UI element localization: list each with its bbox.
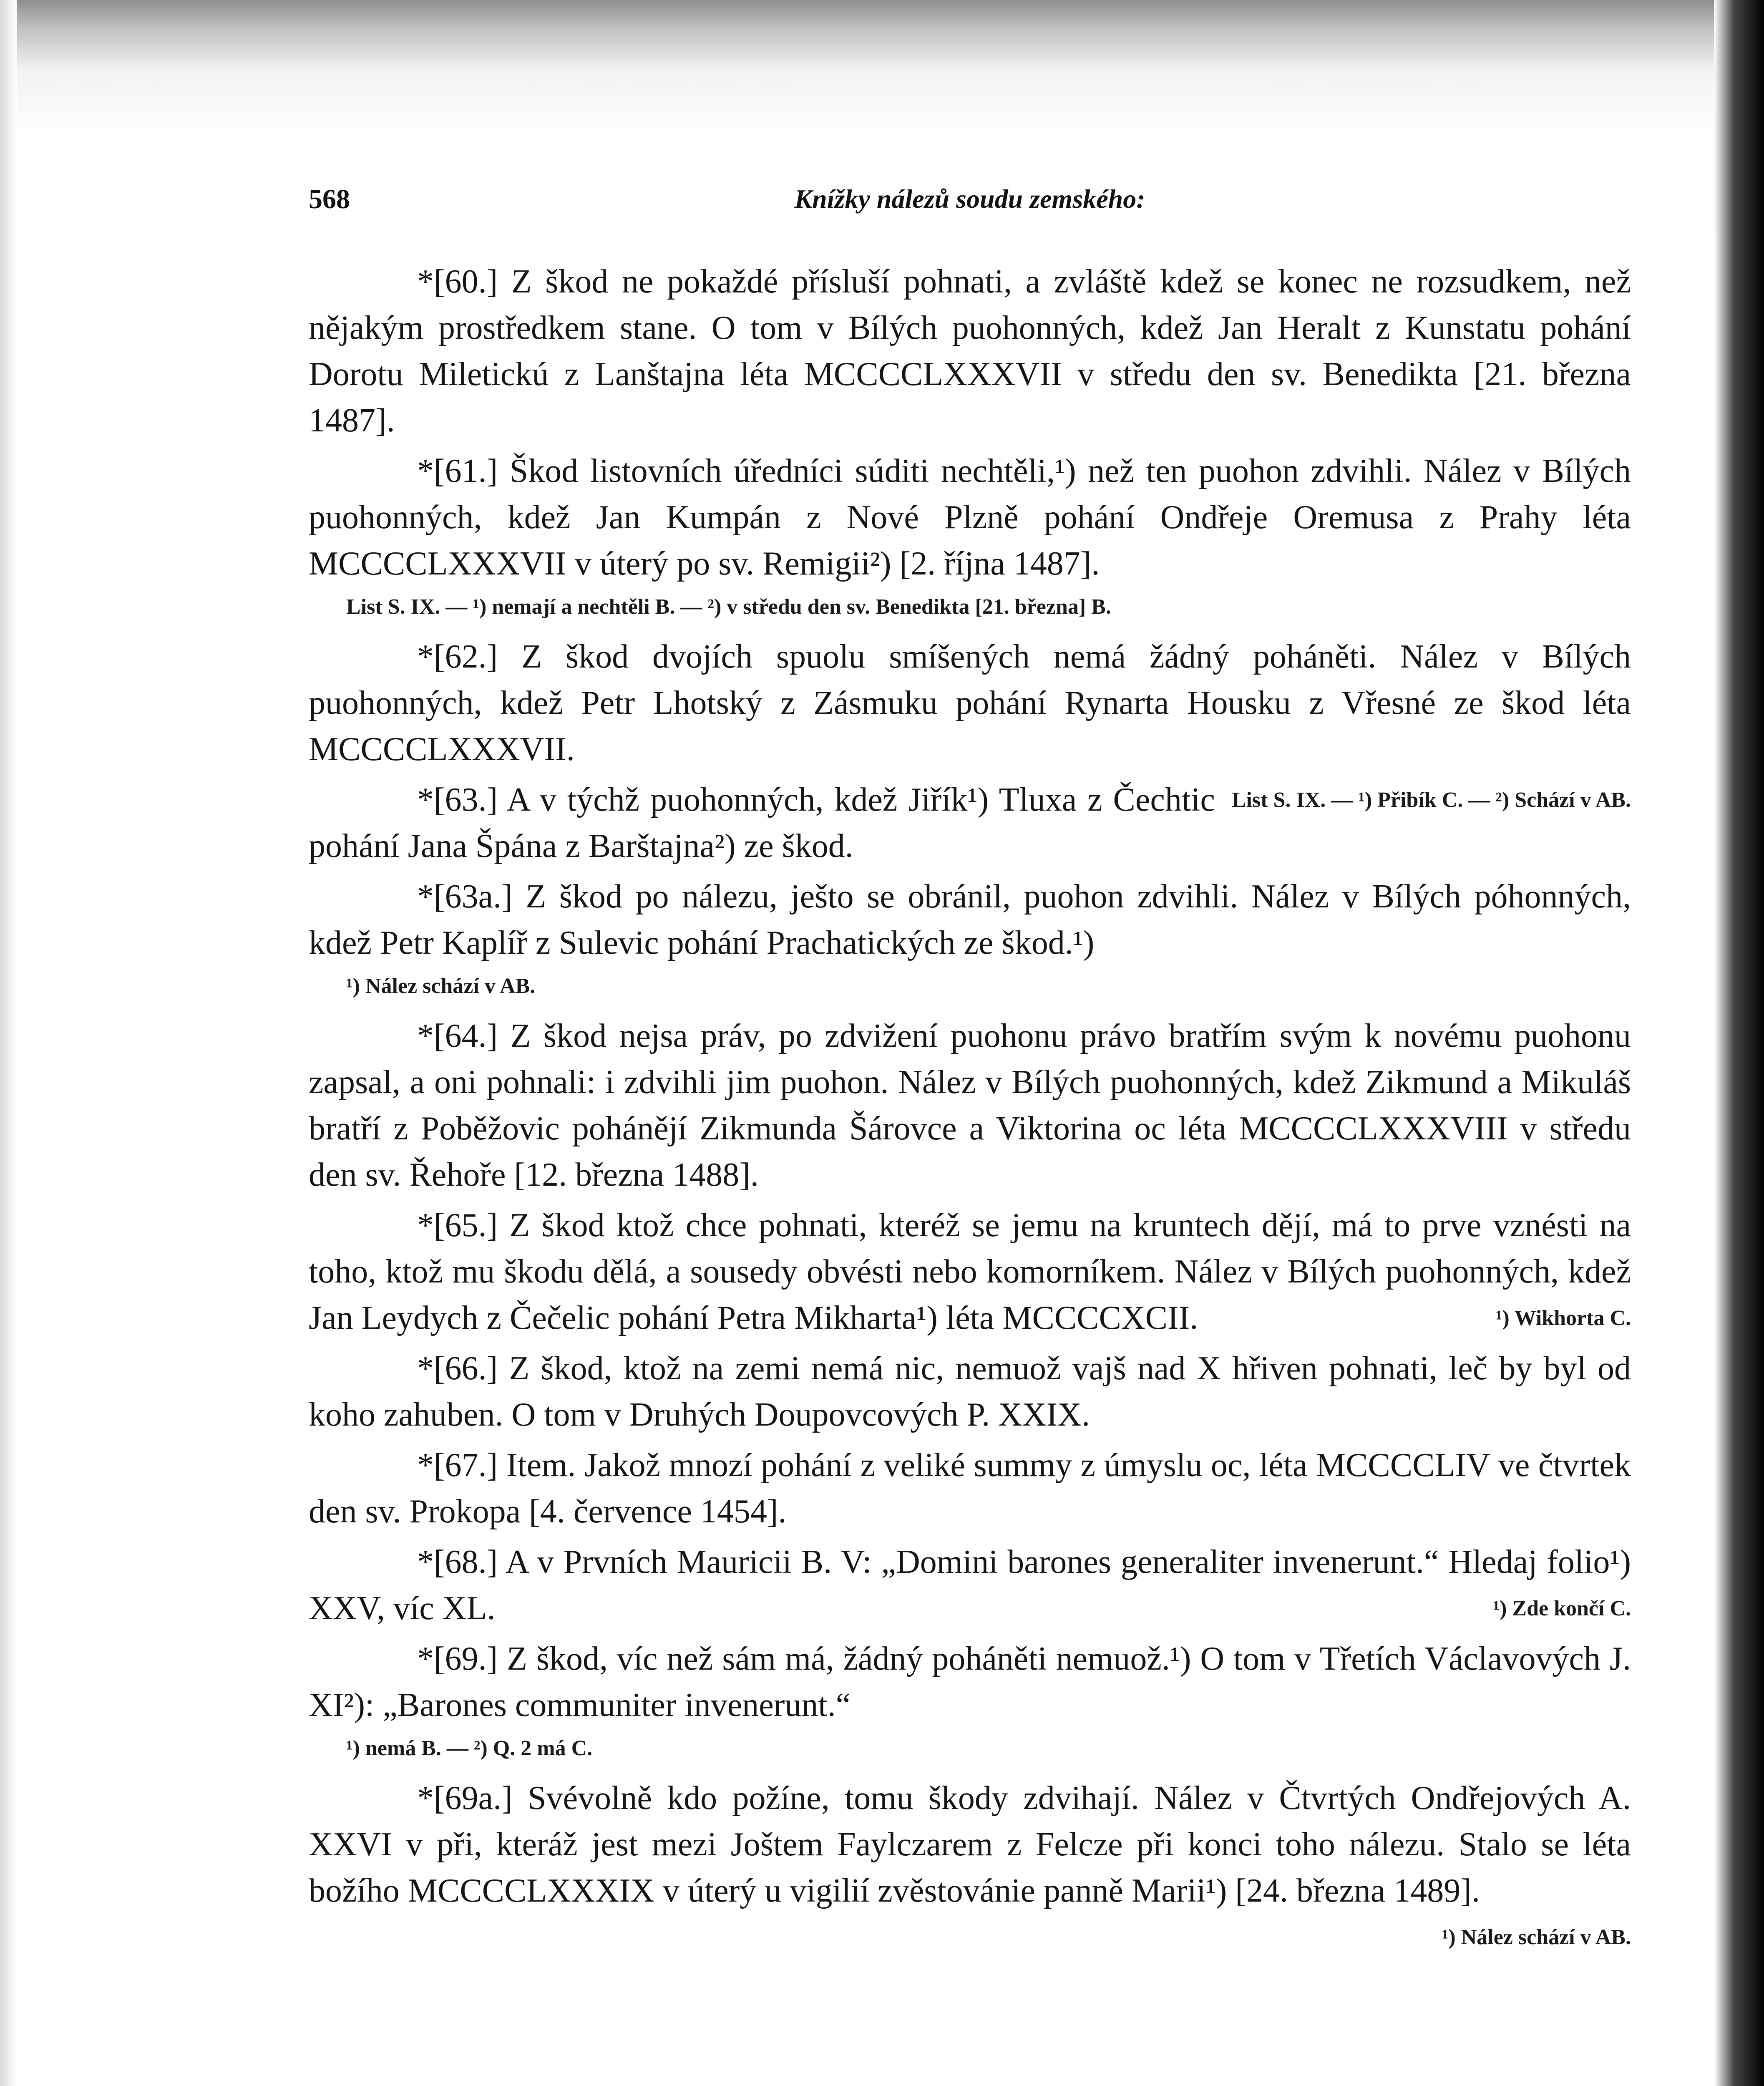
entry-69a	[309, 1775, 1631, 1949]
running-title: Knížky nálezů soudu zemského:	[794, 184, 1145, 214]
inline-footnote: ¹) Wikhorta C.	[1495, 1306, 1631, 1330]
entry-66	[309, 1345, 1631, 1438]
entry-67	[309, 1442, 1631, 1535]
page-number: 568	[309, 184, 350, 214]
inline-footnote: List S. IX. — ¹) Přibík C. — ²) Schází v AB.	[1231, 788, 1631, 812]
entry-63	[309, 777, 1631, 869]
entry-text: *[63a.] Z škod po nálezu, ješto se obránil, puohon zdvihli. Nález v Bílých póhonných, kdež Petr Kaplíř z Sulevic pohání Prachatických ze škod.¹)	[309, 878, 1631, 961]
entry-60	[309, 259, 1631, 444]
entry-text: *[68.] A v Prvních Mauricii B. V: „Domini barones generaliter invenerunt.“ Hledaj folio¹) XXV, víc XL.	[309, 1544, 1631, 1627]
entry-text: *[61.] Škod listovních úředníci súditi nechtěli,¹) než ten puohon zdvihli. Nález v Bílých puohonných, kdež Jan Kumpán z Nové Plzně pohání Ondřeje Oremusa z Prahy léta MCCCCLXXXVII v úterý po sv. Remigii²) [2. října 1487].	[309, 453, 1631, 582]
entry-text: *[60.] Z škod ne pokaždé přísluší pohnati, a zvláště kdež se konec ne rozsudkem, než nějakým prostředkem stane. O tom v Bílých puohonných, kdež Jan Heralt z Kunstatu pohání Dorotu Miletickú z Lanštajna léta MCCCCLXXXVII v středu den sv. Benedikta [21. března 1487].	[309, 263, 1631, 439]
entry-text: *[69a.] Svévolně kdo požíne, tomu škody zdvihají. Nález v Čtvrtých Ondřejových A. XXVI v při, kteráž jest mezi Joštem Faylczarem z Felcze při konci toho nálezu. Stalo se léta božího MCCCCLXXXIX v úterý u vigilií zvěstovánie panně Marii¹) [24. března 1489].	[309, 1780, 1631, 1909]
entry-65	[309, 1202, 1631, 1341]
page-right-edge	[1714, 0, 1764, 2086]
entry-text: *[69.] Z škod, víc než sám má, žádný poháněti nemuož.¹) O tom v Třetích Václavových J. XI²): „Barones communiter invenerunt.“	[309, 1640, 1631, 1723]
entry-64	[309, 1013, 1631, 1198]
footnote: ¹) nemá B. — ²) Q. 2 má C.	[346, 1736, 593, 1760]
footnote: ¹) Nález schází v AB.	[346, 974, 536, 998]
entry-text: *[63.] A v týchž puohonných, kdež Jiřík¹) Tluxa z Čechtic pohání Jana Špána z Barštajna²) ze škod.	[309, 781, 1215, 864]
entry-text: *[67.] Item. Jakož mnozí pohání z veliké summy z úmyslu oc, léta MCCCCLIV ve čtvrtek den sv. Prokopa [4. července 1454].	[309, 1447, 1631, 1530]
page-left-edge	[0, 0, 17, 2086]
entry-63a	[309, 874, 1631, 966]
inline-footnote: ¹) Nález schází v AB.	[1442, 1925, 1631, 1949]
page-header	[309, 184, 1631, 225]
entry-69	[309, 1636, 1631, 1728]
entry-61	[309, 448, 1631, 587]
entry-62	[309, 634, 1631, 773]
entry-text: *[64.] Z škod nejsa práv, po zdvižení puohonu právo bratřím svým k novému puohonu zapsal, a oni pohnali: i zdvihli jim puohon. Nález v Bílých puohonných, kdež Zikmund a Mikuláš bratří z Poběžovic pohánějí Zikmunda Šárovce a Viktorina oc léta MCCCCLXXXVIII v středu den sv. Řehoře [12. března 1488].	[309, 1018, 1631, 1193]
entry-text: *[62.] Z škod dvojích spuolu smíšených nemá žádný poháněti. Nález v Bílých puohonných, kdež Petr Lhotský z Zásmuku pohání Rynarta Housku z Vřesné ze škod léta MCCCCLXXXVII.	[309, 638, 1631, 768]
entry-68	[309, 1539, 1631, 1632]
entry-text: *[66.] Z škod, ktož na zemi nemá nic, nemuož vajš nad X hřiven pohnati, leč by byl od koho zahuben. O tom v Druhých Doupovcových P. XXIX.	[309, 1350, 1631, 1433]
inline-footnote: ¹) Zde končí C.	[1493, 1597, 1631, 1620]
page-body	[309, 259, 1631, 1960]
entry-text: *[65.] Z škod ktož chce pohnati, kteréž se jemu na kruntech dějí, má to prve vznésti na toho, ktož mu škodu dělá, a sousedy obvésti nebo komorníkem. Nález v Bílých puohonných, kdež Jan Leydych z Čečelic pohání Petra Mikharta¹) léta MCCCCXCII.	[309, 1207, 1631, 1336]
footnote: List S. IX. — ¹) nemají a nechtěli B. — ²) v středu den sv. Benedikta [21. března] B.	[346, 595, 1111, 619]
